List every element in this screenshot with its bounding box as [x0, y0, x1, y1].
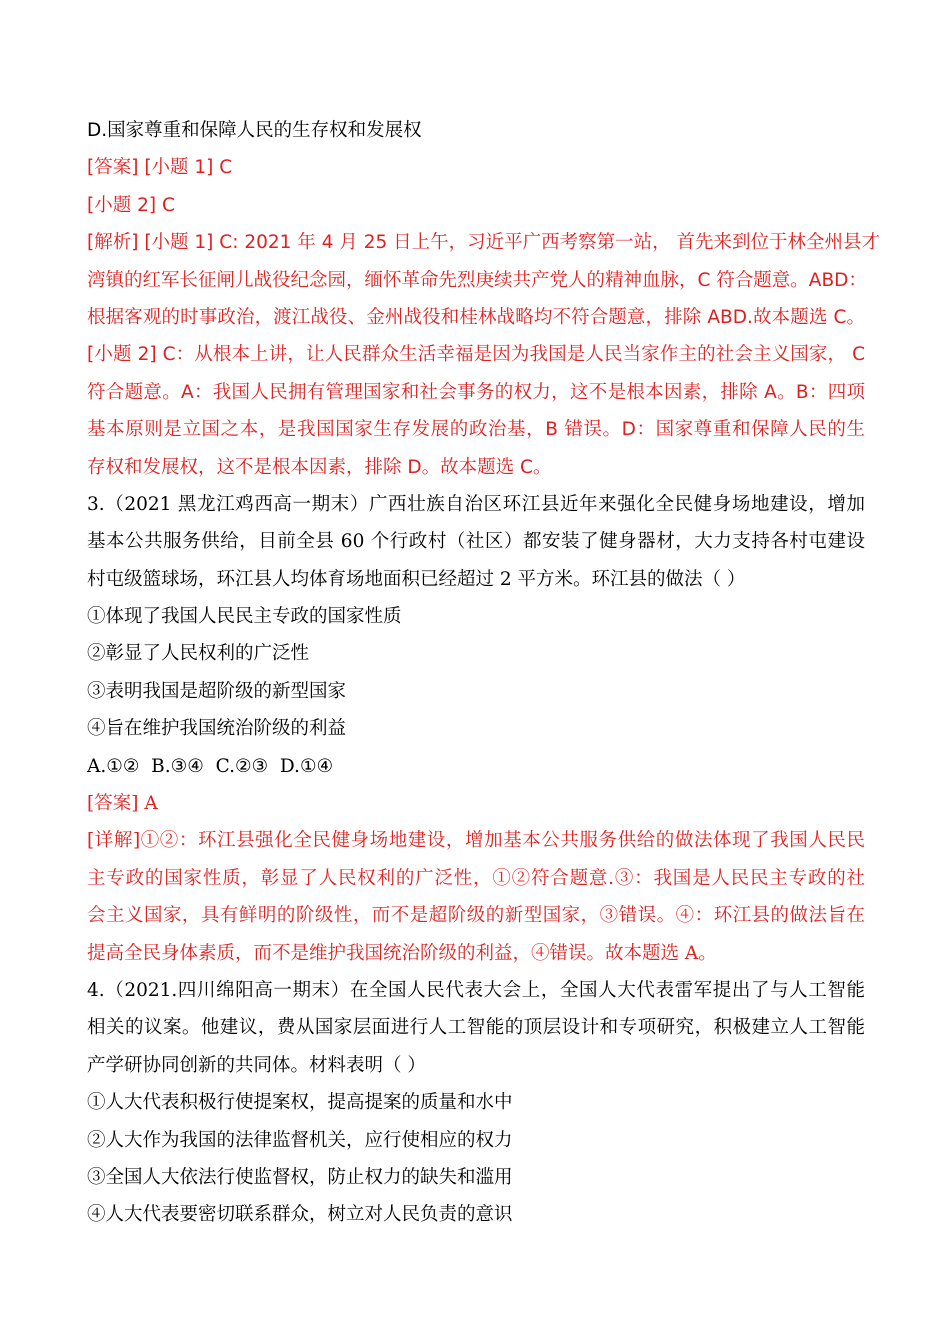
- question-4-option: ③全国人大依法行使监督权，防止权力的缺失和滥用: [87, 1166, 513, 1188]
- question-4-stem: 产学研协同创新的共同体。材料表明（ ）: [87, 1054, 426, 1076]
- question-3-explanation: 提高全民身体素质，而不是维护我国统治阶级的利益，④错误。故本题选 A。: [87, 942, 717, 964]
- question-4-stem: 相关的议案。他建议，费从国家层面进行人工智能的顶层设计和专项研究，积极建立人工智能: [87, 1017, 865, 1039]
- question-3-explanation: [详解]①②：环江县强化全民健身场地建设，增加基本公共服务供给的做法体现了我国人民民: [87, 830, 865, 852]
- question-3-explanation: 主专政的国家性质，彰显了人民权利的广泛性，①②符合题意.③：我国是人民民主专政的社: [87, 867, 865, 889]
- analysis-line: 基本原则是立国之本，是我国国家生存发展的政治基，B 错误。D：国家尊重和保障人民的生: [87, 419, 865, 441]
- question-4-option: ④人大代表要密切联系群众，树立对人民负责的意识: [87, 1204, 513, 1226]
- analysis-line: 根据客观的时事政治，渡江战役、金州战役和桂林战略均不符合题意，排除 ABD.故本题选 C。: [87, 306, 865, 328]
- answer-line-1: [答案] [小题 1] C: [87, 157, 233, 179]
- analysis-line: [解析] [小题 1] C: 2021 年 4 月 25 日上午，习近平广西考察第一站， 首先来到位于林全州县才: [87, 232, 880, 254]
- question-3-option: ④旨在维护我国统治阶级的利益: [87, 718, 347, 740]
- document-page: [87, 112, 880, 1234]
- question-3-option: ②彰显了人民权利的广泛性: [87, 643, 310, 665]
- question-4-stem: 4.（2021.四川绵阳高一期末）在全国人民代表大会上，全国人大代表雷军提出了与人工智能: [87, 979, 865, 1001]
- answer-line-2: [小题 2] C: [87, 194, 175, 216]
- analysis-line: 存权和发展权，这不是根本因素，排除 D。故本题选 C。: [87, 456, 552, 478]
- question-3-option: ③表明我国是超阶级的新型国家: [87, 680, 347, 702]
- question-3-choices: A.①② B.③④ C.②③ D.①④: [87, 755, 334, 777]
- question-3-option: ①体现了我国人民民主专政的国家性质: [87, 606, 402, 628]
- question-3-stem: 村屯级篮球场，环江县人均体育场地面积已经超过 2 平方米。环江县的做法（ ）: [87, 568, 746, 590]
- analysis-line: [小题 2] C：从根本上讲，让人民群众生活幸福是因为我国是人民当家作主的社会主义国家， C: [87, 344, 865, 366]
- question-3-explanation: 会主义国家，具有鲜明的阶级性，而不是超阶级的新型国家，③错误。④：环江县的做法旨在: [87, 905, 865, 927]
- question-4-option: ①人大代表积极行使提案权，提高提案的质量和水中: [87, 1092, 513, 1114]
- question-3-stem: 基本公共服务供给，目前全县 60 个行政村（社区）都安装了健身器材，大力支持各村屯建设: [87, 531, 865, 553]
- question-3-answer: [答案] A: [87, 793, 158, 815]
- analysis-line: 符合题意。A：我国人民拥有管理国家和社会事务的权力，这不是根本因素，排除 A。B：四项: [87, 381, 865, 403]
- analysis-line: 湾镇的红军长征闸儿战役纪念园，缅怀革命先烈庚续共产党人的精神血脉，C 符合题意。ABD：: [87, 269, 867, 291]
- option-d-line: D.国家尊重和保障人民的生存权和发展权: [87, 120, 422, 141]
- question-4-option: ②人大作为我国的法律监督机关，应行使相应的权力: [87, 1129, 513, 1151]
- question-3-stem: 3.（2021 黑龙江鸡西高一期末）广西壮族自治区环江县近年来强化全民健身场地建设，增加: [87, 493, 865, 515]
